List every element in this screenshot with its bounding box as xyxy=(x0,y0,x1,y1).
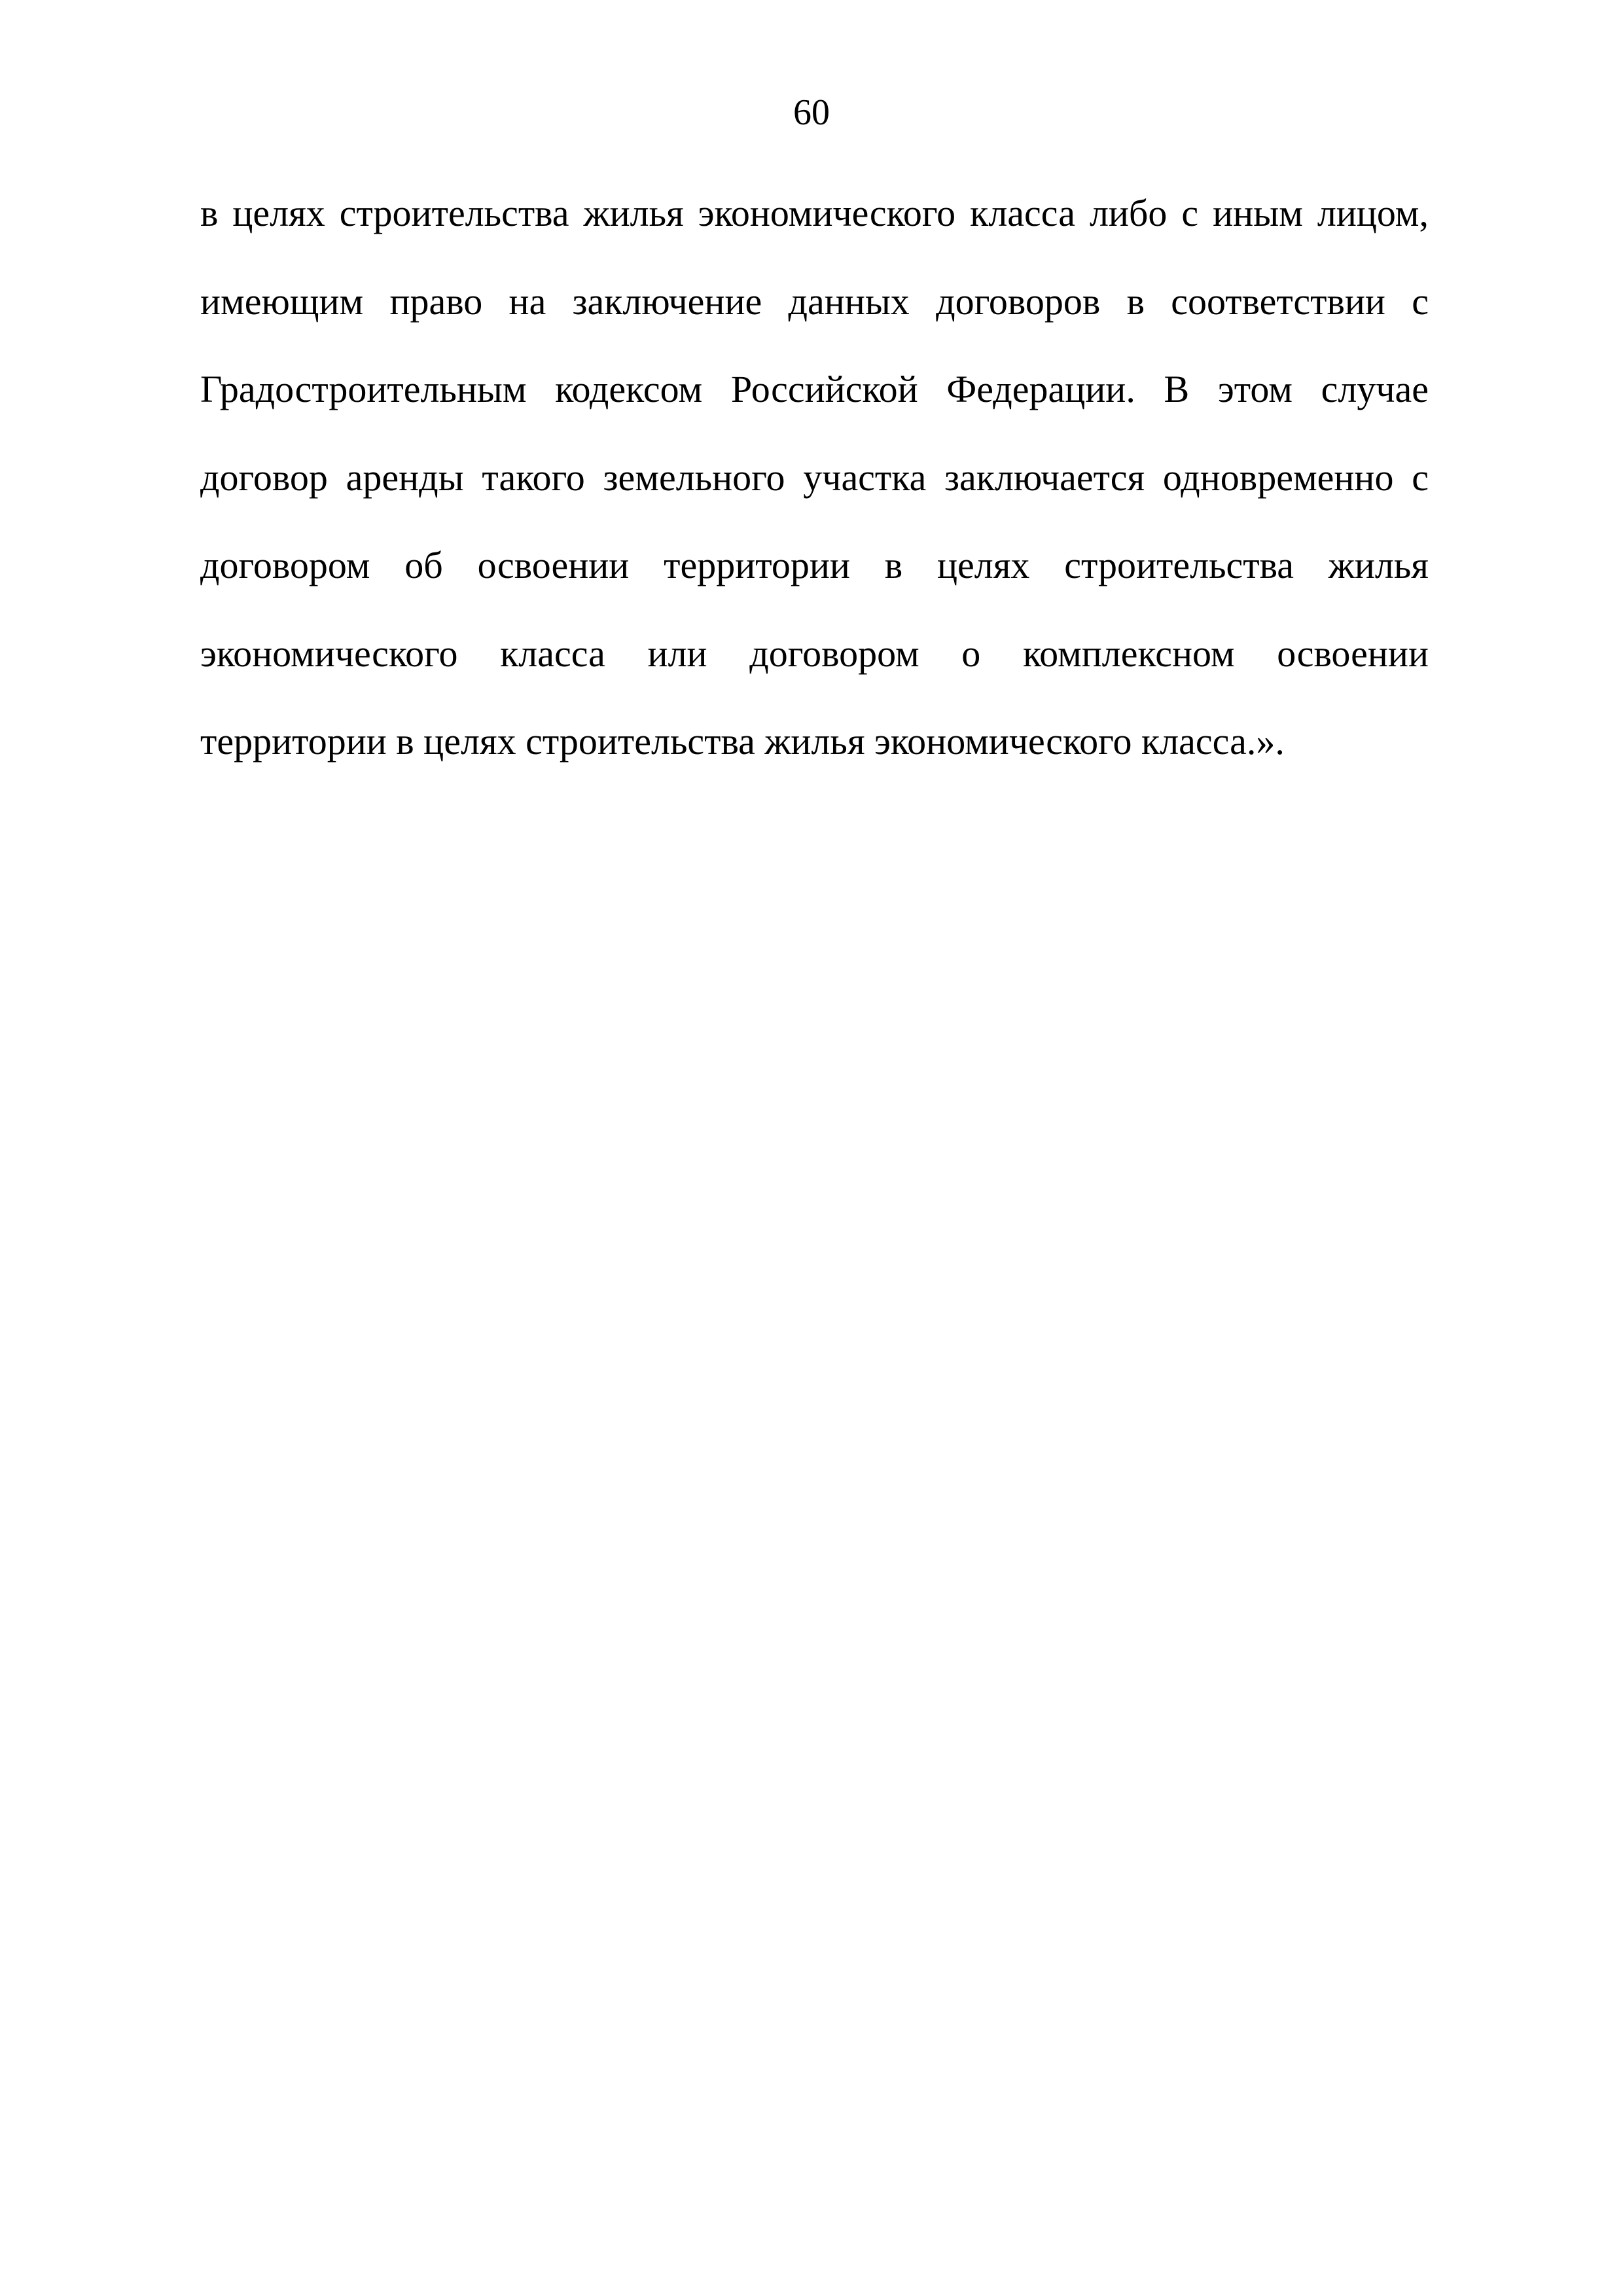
text-line-6: экономического класса или договором о комплексном освоении xyxy=(200,632,1429,675)
page-number: 60 xyxy=(793,92,830,133)
text-line-5: договором об освоении территории в целях строительства жилья xyxy=(200,544,1429,586)
text-line-7: территории в целях строительства жилья экономического класса.». xyxy=(200,720,1285,762)
text-line-3: Градостроительным кодексом Российской Федерации. В этом случае xyxy=(200,368,1429,410)
text-line-2: имеющим право на заключение данных договоров в соответствии с xyxy=(200,279,1429,323)
text-line-1: в целях строительства жилья экономического класса либо с иным лицом, xyxy=(200,192,1429,234)
body-text xyxy=(200,187,1429,804)
text-line-4: договор аренды такого земельного участка заключается одновременно с xyxy=(200,456,1429,499)
